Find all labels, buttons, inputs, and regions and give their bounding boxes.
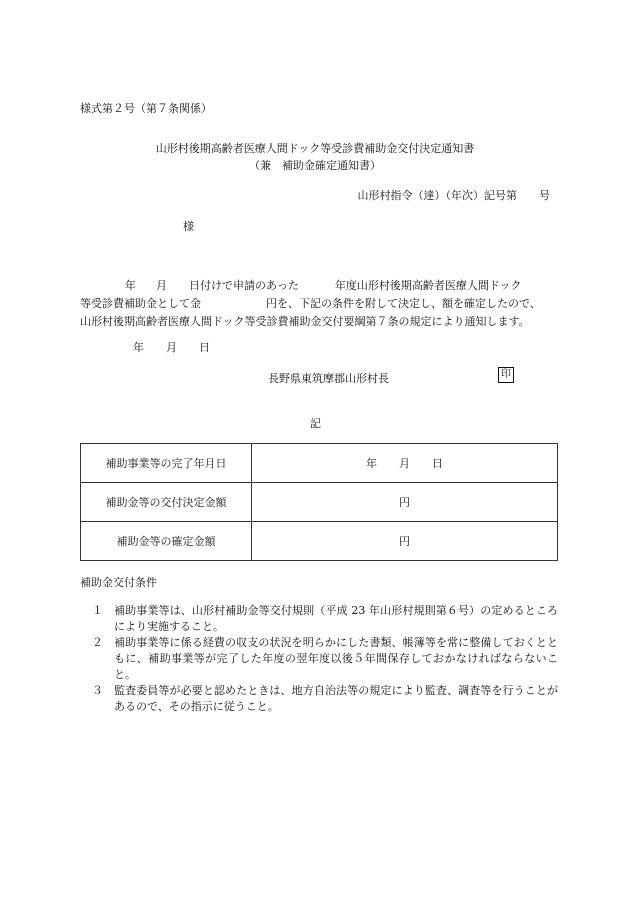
document-subtitle: （兼 補助金確定通知書） <box>249 159 381 172</box>
body-line-2 <box>80 298 541 309</box>
table-label: 補助金等の交付決定金額 <box>81 483 252 522</box>
notice-date <box>133 342 210 353</box>
table-label: 補助金等の確定金額 <box>81 522 252 561</box>
condition-text: 監査委員等が必要と認めたときは、地方自治法等の規定により監査、調査等を行うことがあるので、その指示に従うこと。 <box>114 684 558 713</box>
table-value: 年 月 日 <box>252 444 558 483</box>
condition-text: 補助事業等に係る経費の収支の状況を明らかにした書類、帳簿等を常に整備しておくとともに、補助事業等が完了した年度の翌年度以後５年間保存しておかなければならないこと。 <box>114 636 558 681</box>
form-label: 様式第２号（第７条関係） <box>80 102 212 115</box>
body-year: 年 <box>125 279 136 292</box>
addressee-suffix: 様 <box>183 220 194 233</box>
ki-heading: 記 <box>310 417 321 430</box>
table-row <box>81 522 558 561</box>
notice-date-day: 日 <box>199 341 210 354</box>
condition-item <box>92 635 558 683</box>
conditions-title: 補助金交付条件 <box>80 576 157 589</box>
issuer-name: 長野県東筑摩郡山形村長 <box>268 372 389 385</box>
table-row <box>81 483 558 522</box>
body-fiscal-year-text: 年度山形村後期高齢者医療人間ドック <box>334 279 522 292</box>
body-month: 月 <box>156 279 167 292</box>
condition-item <box>92 603 558 635</box>
condition-item <box>92 683 558 715</box>
info-table <box>80 443 558 561</box>
body-amount-suffix: 円を、下記の条件を附して決定し、額を確定したので、 <box>266 297 541 310</box>
body-amount-prefix: 等受診費補助金として金 <box>80 297 201 310</box>
notice-date-month: 月 <box>166 341 177 354</box>
table-value: 円 <box>252 483 558 522</box>
seal-stamp: 印 <box>498 367 514 383</box>
table-value: 円 <box>252 522 558 561</box>
document-number: 山形村指令（達）（年次）記号第 号 <box>357 189 550 202</box>
table-row <box>81 444 558 483</box>
table-label: 補助事業等の完了年月日 <box>81 444 252 483</box>
document-title: 山形村後期高齢者医療人間ドック等受診費補助金交付決定通知書 <box>155 142 475 155</box>
condition-number: ３ <box>92 684 103 697</box>
condition-text: 補助事業等は、山形村補助金等交付規則（平成 23 年山形村規則第６号）の定めるところにより実施すること。 <box>114 604 558 633</box>
body-line-3: 山形村後期高齢者医療人間ドック等受診費補助金交付要綱第７条の規定により通知します。 <box>80 315 530 328</box>
condition-number: １ <box>92 604 103 617</box>
body-line-1 <box>80 280 521 291</box>
notice-date-year: 年 <box>133 341 144 354</box>
body-date-applied: 日付けで申請のあった <box>189 279 299 292</box>
condition-number: ２ <box>92 636 103 649</box>
